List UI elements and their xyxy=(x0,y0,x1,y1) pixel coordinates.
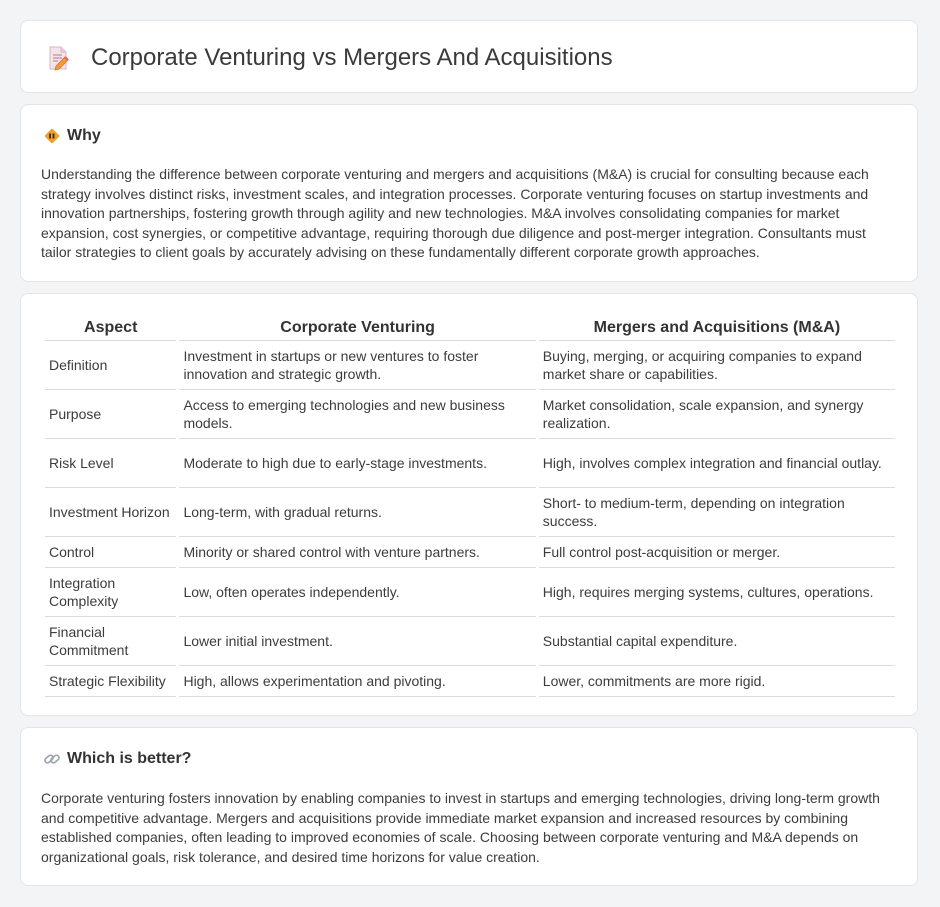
row-mergers-acquisitions: High, involves complex integration and financial outlay. xyxy=(539,439,895,488)
row-aspect: Purpose xyxy=(45,390,176,439)
row-aspect: Investment Horizon xyxy=(45,488,176,537)
table-row xyxy=(45,617,895,666)
row-corporate-venturing: Low, often operates independently. xyxy=(179,568,535,617)
row-aspect: Integration Complexity xyxy=(45,568,176,617)
row-mergers-acquisitions: Lower, commitments are more rigid. xyxy=(539,666,895,697)
row-aspect: Control xyxy=(45,537,176,568)
row-mergers-acquisitions: Short- to medium-term, depending on integration success. xyxy=(539,488,895,537)
row-corporate-venturing: Investment in startups or new ventures to foster innovation and strategic growth. xyxy=(179,341,535,390)
row-corporate-venturing: Lower initial investment. xyxy=(179,617,535,666)
table-row xyxy=(45,568,895,617)
row-corporate-venturing: High, allows experimentation and pivoting. xyxy=(179,666,535,697)
row-corporate-venturing: Access to emerging technologies and new business models. xyxy=(179,390,535,439)
row-aspect: Financial Commitment xyxy=(45,617,176,666)
table-row xyxy=(45,488,895,537)
row-mergers-acquisitions: High, requires merging systems, cultures, operations. xyxy=(539,568,895,617)
header-card xyxy=(20,20,918,93)
why-heading: Why xyxy=(67,127,101,144)
comparison-table xyxy=(42,314,898,697)
why-section xyxy=(20,104,918,282)
row-corporate-venturing: Moderate to high due to early-stage investments. xyxy=(179,439,535,488)
diamond-sign-icon xyxy=(43,127,61,145)
row-aspect: Definition xyxy=(45,341,176,390)
header-corporate-venturing: Corporate Venturing xyxy=(179,314,535,341)
better-heading: Which is better? xyxy=(67,750,192,767)
document-pencil-icon xyxy=(45,45,71,71)
header-aspect: Aspect xyxy=(45,314,176,341)
row-mergers-acquisitions: Full control post-acquisition or merger. xyxy=(539,537,895,568)
why-text: Understanding the difference between corporate venturing and mergers and acquisitions (M&A) is crucial for consulting because each strategy involves distinct risks, investment scales, and integration processes. Corporate venturing focuses on startup investments and innovation partnerships, fostering growth through agility and new technologies. M&A involves consolidating companies for market expansion, cost synergies, or competitive advantage, requiring thorough due diligence and post-merger integration. Consultants must tailor strategies to client goals by accurately advising on these fundamentally different corporate growth approaches. xyxy=(41,166,869,260)
better-text: Corporate venturing fosters innovation by enabling companies to invest in startups and emerging technologies, driving long-term growth and competitive advantage. Mergers and acquisitions provide immediate market expansion and increased resources by combining established companies, often leading to improved economies of scale. Choosing between corporate venturing and M&A depends on organizational goals, risk tolerance, and desired time horizons for value creation. xyxy=(41,790,880,865)
header-mergers-acquisitions: Mergers and Acquisitions (M&A) xyxy=(539,314,895,341)
row-corporate-venturing: Long-term, with gradual returns. xyxy=(179,488,535,537)
row-mergers-acquisitions: Market consolidation, scale expansion, and synergy realization. xyxy=(539,390,895,439)
table-header-row xyxy=(45,314,895,341)
row-corporate-venturing: Minority or shared control with venture partners. xyxy=(179,537,535,568)
page-title: Corporate Venturing vs Mergers And Acquisitions xyxy=(91,44,613,71)
row-mergers-acquisitions: Substantial capital expenditure. xyxy=(539,617,895,666)
row-aspect: Strategic Flexibility xyxy=(45,666,176,697)
table-row xyxy=(45,390,895,439)
table-row xyxy=(45,537,895,568)
comparison-table-section xyxy=(20,293,918,716)
table-row xyxy=(45,341,895,390)
link-icon xyxy=(43,750,61,768)
which-is-better-section xyxy=(20,727,918,886)
table-row xyxy=(45,439,895,488)
row-mergers-acquisitions: Buying, merging, or acquiring companies to expand market share or capabilities. xyxy=(539,341,895,390)
table-row xyxy=(45,666,895,697)
row-aspect: Risk Level xyxy=(45,439,176,488)
